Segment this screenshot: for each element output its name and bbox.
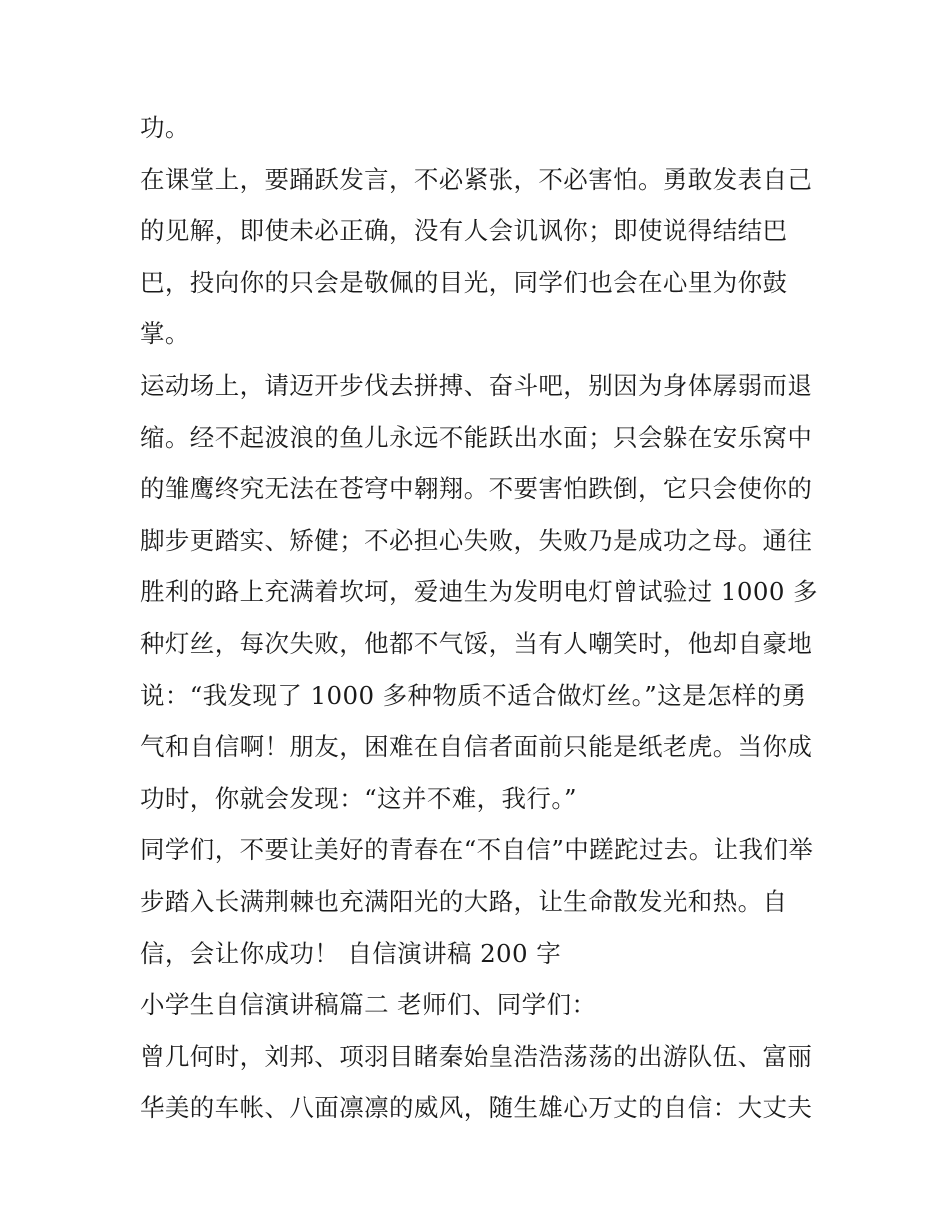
text-line: 步踏入长满荆棘也充满阳光的大路，让生命散发光和热。自: [140, 886, 788, 916]
text-line: 脚步更踏实、矫健；不必担心失败，失败乃是成功之母。通往: [140, 525, 813, 555]
text-line: 在课堂上，要踊跃发言，不必紧张，不必害怕。勇敢发表自己: [140, 164, 813, 194]
text-line: 缩。经不起波浪的鱼儿永远不能跃出水面；只会躲在安乐窝中: [140, 422, 813, 452]
text-line: 曾几何时，刘邦、项羽目睹秦始皇浩浩荡荡的出游队伍、富丽: [140, 1041, 813, 1071]
text-line: 气和自信啊！朋友，困难在自信者面前只能是纸老虎。当你成: [140, 732, 813, 762]
text-line: 巴，投向你的只会是敬佩的目光，同学们也会在心里为你鼓: [140, 267, 788, 297]
text-line: 的见解，即使未必正确，没有人会讥讽你；即使说得结结巴: [140, 216, 788, 246]
text-line: 掌。: [140, 319, 190, 349]
text-line: 同学们，不要让美好的青春在“不自信”中蹉跎过去。让我们举: [140, 835, 814, 865]
document-body: [140, 102, 830, 1134]
text-line: 信，会让你成功！ 自信演讲稿 200 字: [140, 938, 562, 968]
text-line: 小学生自信演讲稿篇二 老师们、同学们：: [140, 990, 597, 1020]
text-line: 功。: [140, 113, 190, 142]
text-line: 的雏鹰终究无法在苍穹中翱翔。不要害怕跌倒，它只会使你的: [140, 474, 813, 504]
text-line: 华美的车帐、八面凛凛的威风，随生雄心万丈的自信：大丈夫: [140, 1093, 813, 1123]
text-line: 运动场上，请迈开步伐去拼搏、奋斗吧，别因为身体孱弱而退: [140, 370, 813, 400]
text-line: 说：“我发现了 1000 多种物质不适合做灯丝。”这是怎样的勇: [140, 680, 807, 710]
text-line: 种灯丝，每次失败，他都不气馁，当有人嘲笑时，他却自豪地: [140, 628, 813, 658]
text-line: 胜利的路上充满着坎坷，爱迪生为发明电灯曾试验过 1000 多: [140, 577, 818, 607]
text-line: 功时，你就会发现：“这并不难，我行。”: [140, 783, 577, 813]
